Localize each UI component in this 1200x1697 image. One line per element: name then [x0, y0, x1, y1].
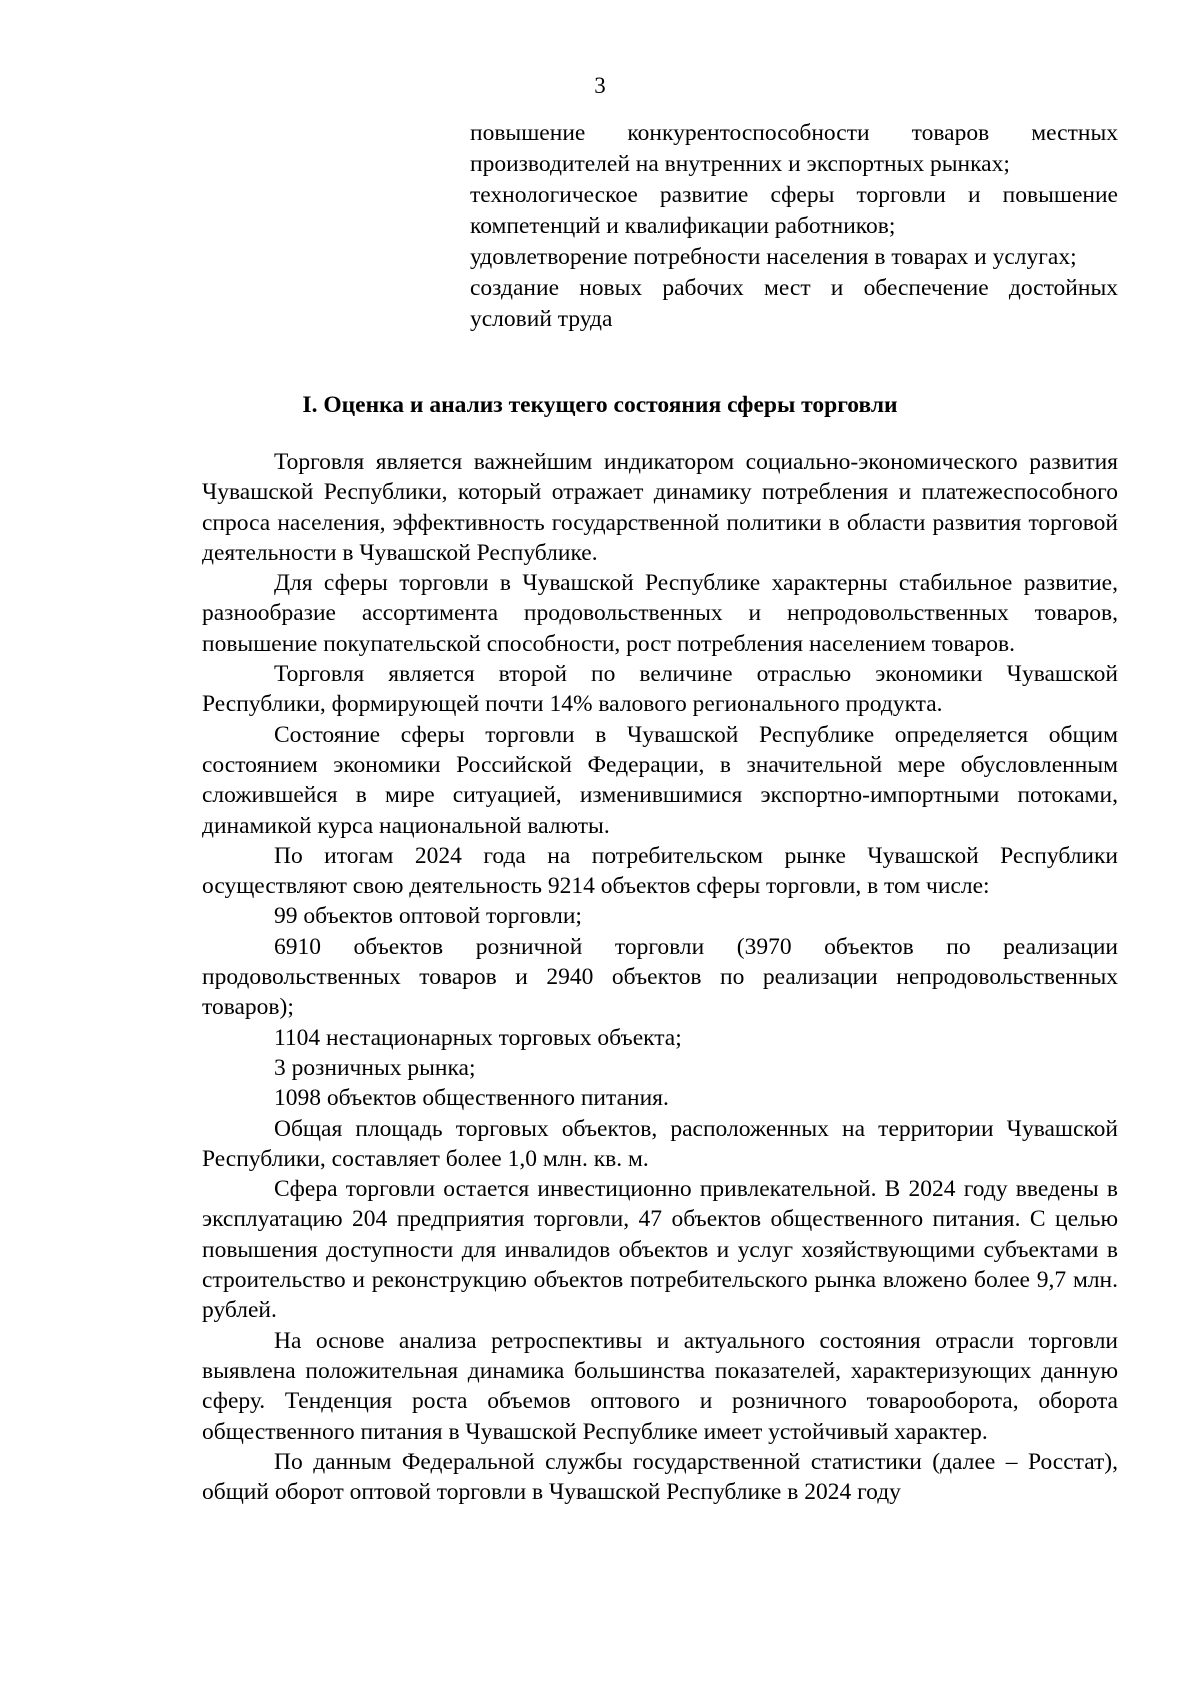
list-item: 99 объектов оптовой торговли; — [274, 903, 582, 930]
goal-item: повышение конкурентоспособности товаров местных производителей на внутренних и экспортных рынках; — [470, 120, 1118, 177]
list-item: 6910 объектов розничной торговли (3970 объектов по реализации продовольственных товаров и 2940 объектов по реализации непродовольственных товаров); — [202, 933, 1118, 1021]
paragraph: По итогам 2024 года на потребительском рынке Чувашской Республики осуществляют свою деятельность 9214 объектов сферы торговли, в том числе: — [202, 842, 1118, 900]
paragraph: Торговля является второй по величине отраслью экономики Чувашской Республики, формирующей почти 14% валового регионального продукта. — [202, 661, 1118, 718]
section-title: I. Оценка и анализ текущего состояния сферы торговли — [302, 392, 898, 418]
list-item: 1104 нестационарных торговых объекта; — [274, 1024, 682, 1051]
goal-item: удовлетворение потребности населения в товарах и услугах; — [470, 244, 1077, 270]
list-item: 3 розничных рынка; — [274, 1054, 476, 1081]
paragraph: На основе анализа ретроспективы и актуального состояния отрасли торговли выявлена положительная динамика большинства показателей, характеризующих данную сферу. Тенденция роста объемов оптового и розничного товарооборота, оборота общественного питания в Чувашской Республике имеет устойчивый характер. — [202, 1327, 1118, 1445]
goals-list — [470, 118, 1118, 335]
paragraph: Состояние сферы торговли в Чувашской Республике определяется общим состоянием экономики Российской Федерации, в значительной мере обусловленным сложившейся в мире ситуацией, изменившимися экспортно-импортными потоками, динамикой курса национальной валюты. — [202, 721, 1118, 839]
page-number: 3 — [594, 73, 606, 98]
paragraph: Для сферы торговли в Чувашской Республике характерны стабильное развитие, разнообразие ассортимента продовольственных и непродовольственных товаров, повышение покупательской способности, рост потребления населением товаров. — [202, 570, 1118, 657]
paragraph: По данным Федеральной службы государственной статистики (далее – Росстат), общий оборот оптовой торговли в Чувашской Республике в 2024 году — [202, 1448, 1118, 1506]
paragraph: Торговля является важнейшим индикатором социально-экономического развития Чувашской Республики, который отражает динамику потребления и платежеспособного спроса населения, эффективность государственной политики в области развития торговой деятельности в Чувашской Республике. — [202, 449, 1118, 566]
paragraph: Общая площадь торговых объектов, расположенных на территории Чувашской Республики, составляет более 1,0 млн. кв. м. — [202, 1115, 1118, 1172]
goal-item: технологическое развитие сферы торговли и повышение компетенций и квалификации работников; — [470, 182, 1118, 239]
list-item: 1098 объектов общественного питания. — [274, 1085, 669, 1112]
paragraph: Сфера торговли остается инвестиционно привлекательной. В 2024 году введены в эксплуатацию 204 предприятия торговли, 47 объектов общественного питания. С целью повышения доступности для инвалидов объектов и услуг хозяйствующими субъектами в строительство и реконструкцию объектов потребительского рынка вложено более 9,7 млн. рублей. — [202, 1176, 1118, 1324]
goal-item: создание новых рабочих мест и обеспечение достойных условий труда — [470, 275, 1118, 332]
body-text — [202, 447, 1118, 1507]
